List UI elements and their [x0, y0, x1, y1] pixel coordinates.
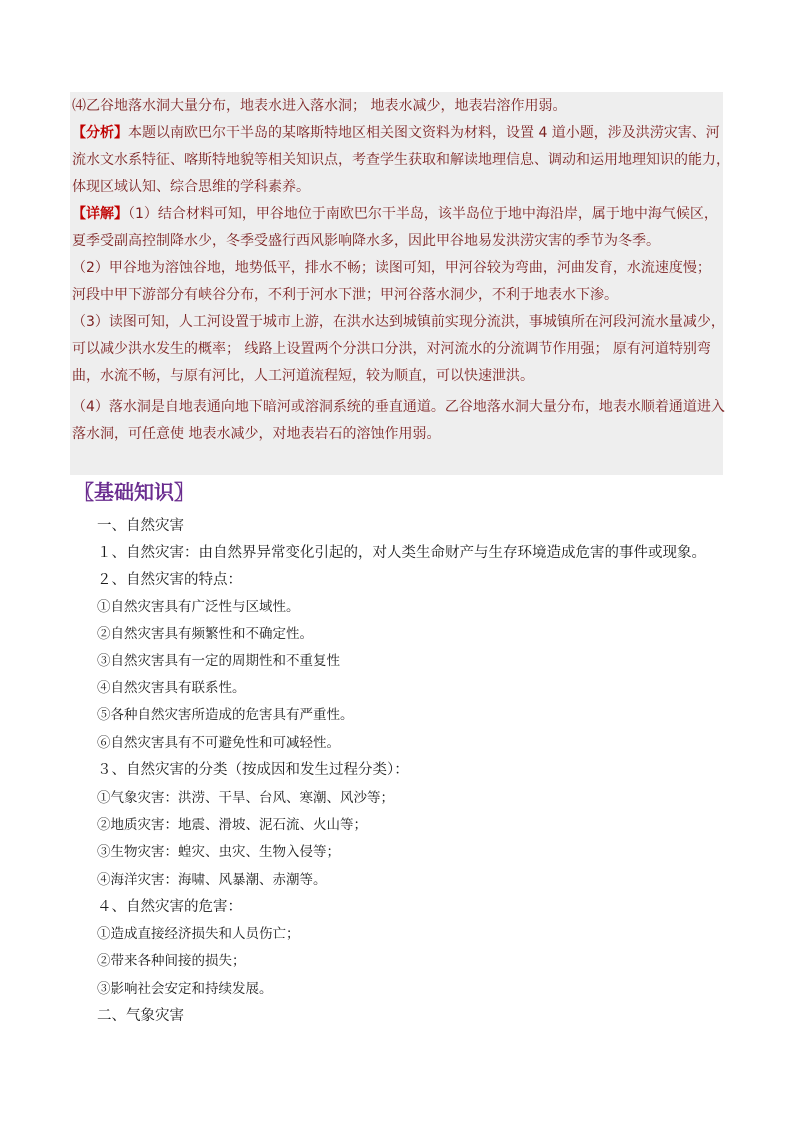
feature-item: ⑤各种自然灾害所造成的危害具有严重性。 [97, 707, 354, 723]
heading-features: ２、自然灾害的特点： [97, 572, 242, 588]
analysis-text: 本题以南欧巴尔干半岛的某喀斯特地区相关图文资料为材料，设置 4 道小题，涉及洪涝灾害、河 [128, 125, 720, 141]
detail-line-6: 可以减少洪水发生的概率； 线路上设置两个分洪口分洪，对河流水的分流调节作用强； 原有河道特别弯 [72, 341, 711, 357]
analysis-line-3: 体现区域认知、综合思维的学科素养。 [72, 179, 310, 195]
type-item: ③生物灾害：蝗灾、虫灾、生物入侵等； [97, 844, 340, 860]
detail-line-2: 夏季受副高控制降水少，冬季受盛行西风影响降水多，因此甲谷地易发洪涝灾害的季节为冬季。 [72, 233, 660, 249]
detail-line-4: 河段中甲下游部分有峡谷分布，不利于河水下泄；甲河谷落水洞少，不利于地表水下渗。 [72, 287, 618, 303]
answer-q4-short: ⑷乙谷地落水洞大量分布，地表水进入落水洞； 地表水减少，地表岩溶作用弱。 [72, 98, 567, 114]
feature-item: ②自然灾害具有频繁性和不确定性。 [97, 626, 313, 642]
heading-harms: ４、自然灾害的危害： [97, 899, 242, 915]
feature-item: ④自然灾害具有联系性。 [97, 680, 246, 696]
detail-line-7: 曲，水流不畅，与原有河比，人工河道流程短，较为顺直，可以快速泄洪。 [72, 368, 534, 384]
harm-item: ③影响社会安定和持续发展。 [97, 981, 273, 997]
detail-line-8: （4）落水洞是自地表通向地下暗河或溶洞系统的垂直通道。乙谷地落水洞大量分布，地表水顺着通道进入 [72, 399, 725, 415]
detail-text: （1）结合材料可知，甲谷地位于南欧巴尔干半岛，该半岛位于地中海沿岸，属于地中海气候区， [128, 206, 718, 222]
analysis-line-1 [72, 123, 720, 143]
analysis-tag: 【分析】 [72, 125, 128, 141]
feature-item: ①自然灾害具有广泛性与区域性。 [97, 599, 300, 615]
harm-item: ①造成直接经济损失和人员伤亡； [97, 926, 300, 942]
heading-natural-disasters: 一、自然灾害 [97, 518, 184, 534]
definition-natural-disaster: １、自然灾害：由自然界异常变化引起的，对人类生命财产与生存环境造成危害的事件或现象。 [97, 545, 706, 561]
section-title-basic-knowledge: 〖基础知识〗 [74, 480, 194, 504]
detail-line-3: （2）甲谷地为溶蚀谷地，地势低平，排水不畅；读图可知，甲河谷较为弯曲，河曲发育，水流速度慢； [72, 260, 711, 276]
analysis-line-2: 流水文水系特征、喀斯特地貌等相关知识点，考查学生获取和解读地理信息、调动和运用地理知识的能力， [72, 152, 730, 168]
detail-line-5: （3）读图可知，人工河设置于城市上游，在洪水达到城镇前实现分流洪，事城镇所在河段河流水量减少， [72, 314, 725, 330]
harm-item: ②带来各种间接的损失； [97, 953, 246, 969]
detail-line-1 [72, 204, 718, 224]
detail-tag: 【详解】 [72, 206, 128, 222]
detail-line-9: 落水洞，可任意使 地表水减少，对地表岩石的溶蚀作用弱。 [72, 426, 441, 442]
feature-item: ⑥自然灾害具有不可避免性和可减轻性。 [97, 735, 340, 751]
feature-item: ③自然灾害具有一定的周期性和不重复性 [97, 653, 340, 669]
type-item: ①气象灾害：洪涝、干旱、台风、寒潮、风沙等； [97, 790, 394, 806]
type-item: ②地质灾害：地震、滑坡、泥石流、火山等； [97, 817, 367, 833]
heading-meteorological-disasters: 二、气象灾害 [97, 1008, 184, 1024]
type-item: ④海洋灾害：海啸、风暴潮、赤潮等。 [97, 872, 327, 888]
heading-classification: ３、自然灾害的分类（按成因和发生过程分类）： [97, 762, 409, 778]
